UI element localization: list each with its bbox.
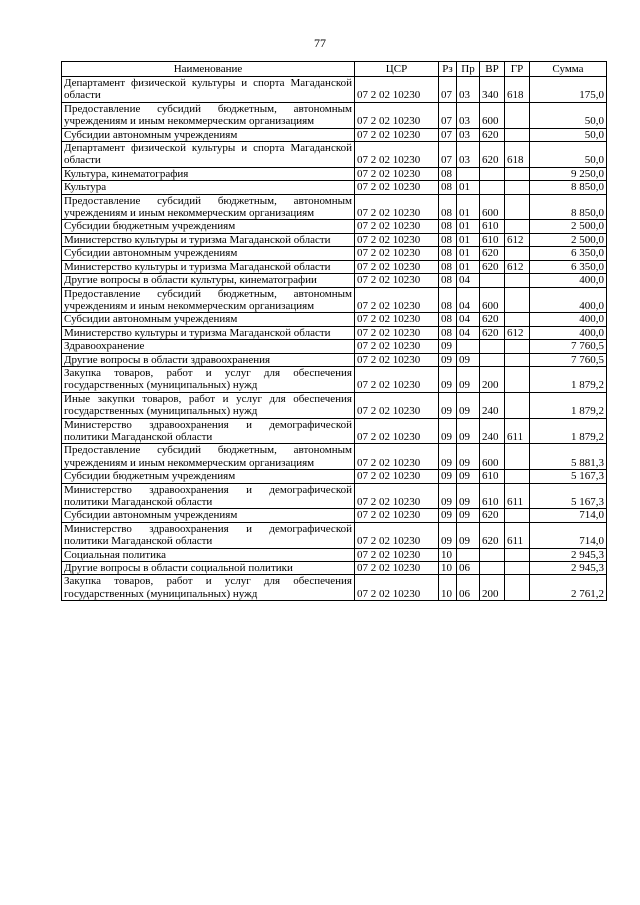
table-row bbox=[62, 562, 607, 575]
table-row bbox=[62, 366, 607, 392]
table-row bbox=[62, 418, 607, 444]
cell-pr: 03 bbox=[457, 128, 480, 141]
cell-vr bbox=[480, 562, 505, 575]
cell-vr: 610 bbox=[480, 483, 505, 509]
table-row bbox=[62, 444, 607, 470]
cell-pr: 09 bbox=[457, 522, 480, 548]
cell-rz: 07 bbox=[439, 102, 457, 128]
cell-vr: 620 bbox=[480, 247, 505, 260]
cell-gr bbox=[505, 181, 530, 194]
table-row bbox=[62, 220, 607, 233]
cell-gr bbox=[505, 340, 530, 353]
cell-sum: 2 500,0 bbox=[530, 220, 607, 233]
cell-vr: 620 bbox=[480, 509, 505, 522]
cell-rz: 07 bbox=[439, 142, 457, 168]
table-row bbox=[62, 470, 607, 483]
table-row bbox=[62, 260, 607, 273]
cell-name: Министерство здравоохранения и демографической политики Магаданской области bbox=[62, 418, 355, 444]
cell-name: Социальная политика bbox=[62, 548, 355, 561]
cell-pr: 09 bbox=[457, 353, 480, 366]
cell-sum: 5 167,3 bbox=[530, 470, 607, 483]
cell-sum: 400,0 bbox=[530, 287, 607, 313]
cell-sum: 2 945,3 bbox=[530, 548, 607, 561]
cell-name: Другие вопросы в области социальной политики bbox=[62, 562, 355, 575]
cell-vr: 240 bbox=[480, 418, 505, 444]
cell-sum: 400,0 bbox=[530, 326, 607, 339]
cell-pr: 01 bbox=[457, 220, 480, 233]
table-row bbox=[62, 392, 607, 418]
cell-rz: 10 bbox=[439, 575, 457, 601]
header-gr: ГР bbox=[505, 62, 530, 77]
cell-gr: 611 bbox=[505, 522, 530, 548]
cell-name: Министерство культуры и туризма Магаданской области bbox=[62, 326, 355, 339]
cell-csr: 07 2 02 10230 bbox=[355, 287, 439, 313]
cell-name: Субсидии автономным учреждениям bbox=[62, 247, 355, 260]
cell-sum: 50,0 bbox=[530, 142, 607, 168]
cell-pr: 01 bbox=[457, 247, 480, 260]
cell-gr bbox=[505, 575, 530, 601]
table-row bbox=[62, 247, 607, 260]
cell-name: Предоставление субсидий бюджетным, автономным учреждениям и иным некоммерческим организациям bbox=[62, 444, 355, 470]
cell-name: Здравоохранение bbox=[62, 340, 355, 353]
cell-vr bbox=[480, 340, 505, 353]
cell-rz: 09 bbox=[439, 470, 457, 483]
table-row bbox=[62, 522, 607, 548]
cell-gr: 612 bbox=[505, 233, 530, 246]
cell-csr: 07 2 02 10230 bbox=[355, 562, 439, 575]
cell-vr: 620 bbox=[480, 326, 505, 339]
cell-sum: 2 945,3 bbox=[530, 562, 607, 575]
cell-vr bbox=[480, 181, 505, 194]
cell-pr: 01 bbox=[457, 233, 480, 246]
cell-pr: 01 bbox=[457, 260, 480, 273]
cell-name: Предоставление субсидий бюджетным, автономным учреждениям и иным некоммерческим организациям bbox=[62, 102, 355, 128]
cell-sum: 7 760,5 bbox=[530, 340, 607, 353]
cell-csr: 07 2 02 10230 bbox=[355, 470, 439, 483]
cell-vr: 600 bbox=[480, 444, 505, 470]
header-sum: Сумма bbox=[530, 62, 607, 77]
cell-gr: 618 bbox=[505, 77, 530, 103]
cell-name: Субсидии автономным учреждениям bbox=[62, 313, 355, 326]
cell-rz: 09 bbox=[439, 509, 457, 522]
cell-vr: 240 bbox=[480, 392, 505, 418]
cell-gr bbox=[505, 247, 530, 260]
cell-rz: 09 bbox=[439, 418, 457, 444]
cell-vr: 600 bbox=[480, 194, 505, 220]
cell-vr: 600 bbox=[480, 102, 505, 128]
cell-rz: 10 bbox=[439, 562, 457, 575]
cell-rz: 09 bbox=[439, 483, 457, 509]
cell-rz: 08 bbox=[439, 326, 457, 339]
table-row bbox=[62, 287, 607, 313]
cell-gr bbox=[505, 548, 530, 561]
cell-name: Закупка товаров, работ и услуг для обеспечения государственных (муниципальных) нужд bbox=[62, 575, 355, 601]
cell-rz: 08 bbox=[439, 220, 457, 233]
cell-rz: 08 bbox=[439, 181, 457, 194]
cell-rz: 08 bbox=[439, 287, 457, 313]
cell-name: Предоставление субсидий бюджетным, автономным учреждениям и иным некоммерческим организациям bbox=[62, 194, 355, 220]
cell-name: Министерство здравоохранения и демографической политики Магаданской области bbox=[62, 483, 355, 509]
cell-pr: 03 bbox=[457, 77, 480, 103]
cell-csr: 07 2 02 10230 bbox=[355, 326, 439, 339]
cell-name: Субсидии автономным учреждениям bbox=[62, 509, 355, 522]
cell-pr bbox=[457, 340, 480, 353]
cell-vr: 620 bbox=[480, 522, 505, 548]
cell-vr: 620 bbox=[480, 313, 505, 326]
cell-sum: 175,0 bbox=[530, 77, 607, 103]
cell-rz: 09 bbox=[439, 444, 457, 470]
cell-gr bbox=[505, 313, 530, 326]
header-rz: Рз bbox=[439, 62, 457, 77]
cell-vr: 600 bbox=[480, 287, 505, 313]
cell-sum: 50,0 bbox=[530, 102, 607, 128]
cell-csr: 07 2 02 10230 bbox=[355, 575, 439, 601]
cell-pr: 03 bbox=[457, 142, 480, 168]
cell-sum: 1 879,2 bbox=[530, 418, 607, 444]
cell-gr bbox=[505, 392, 530, 418]
cell-pr: 04 bbox=[457, 274, 480, 287]
cell-gr bbox=[505, 194, 530, 220]
cell-csr: 07 2 02 10230 bbox=[355, 274, 439, 287]
cell-sum: 714,0 bbox=[530, 522, 607, 548]
page-number: 77 bbox=[314, 36, 326, 50]
budget-table bbox=[61, 61, 607, 601]
cell-rz: 07 bbox=[439, 77, 457, 103]
cell-csr: 07 2 02 10230 bbox=[355, 392, 439, 418]
cell-rz: 07 bbox=[439, 128, 457, 141]
cell-rz: 09 bbox=[439, 353, 457, 366]
cell-sum: 8 850,0 bbox=[530, 194, 607, 220]
cell-gr: 618 bbox=[505, 142, 530, 168]
cell-pr bbox=[457, 548, 480, 561]
cell-name: Предоставление субсидий бюджетным, автономным учреждениям и иным некоммерческим организациям bbox=[62, 287, 355, 313]
cell-sum: 400,0 bbox=[530, 313, 607, 326]
cell-gr bbox=[505, 287, 530, 313]
cell-pr: 09 bbox=[457, 366, 480, 392]
cell-gr bbox=[505, 167, 530, 180]
cell-sum: 1 879,2 bbox=[530, 392, 607, 418]
cell-csr: 07 2 02 10230 bbox=[355, 102, 439, 128]
cell-sum: 5 881,3 bbox=[530, 444, 607, 470]
cell-csr: 07 2 02 10230 bbox=[355, 220, 439, 233]
cell-rz: 09 bbox=[439, 366, 457, 392]
cell-vr bbox=[480, 167, 505, 180]
cell-vr: 340 bbox=[480, 77, 505, 103]
cell-rz: 08 bbox=[439, 194, 457, 220]
cell-rz: 09 bbox=[439, 392, 457, 418]
cell-rz: 08 bbox=[439, 247, 457, 260]
cell-vr: 610 bbox=[480, 470, 505, 483]
cell-csr: 07 2 02 10230 bbox=[355, 522, 439, 548]
cell-sum: 50,0 bbox=[530, 128, 607, 141]
cell-sum: 714,0 bbox=[530, 509, 607, 522]
cell-rz: 08 bbox=[439, 260, 457, 273]
cell-vr bbox=[480, 548, 505, 561]
cell-gr bbox=[505, 562, 530, 575]
cell-gr: 612 bbox=[505, 260, 530, 273]
cell-rz: 08 bbox=[439, 233, 457, 246]
cell-csr: 07 2 02 10230 bbox=[355, 418, 439, 444]
cell-name: Субсидии автономным учреждениям bbox=[62, 128, 355, 141]
cell-pr: 03 bbox=[457, 102, 480, 128]
cell-vr: 620 bbox=[480, 128, 505, 141]
cell-rz: 08 bbox=[439, 313, 457, 326]
cell-csr: 07 2 02 10230 bbox=[355, 233, 439, 246]
cell-sum: 1 879,2 bbox=[530, 366, 607, 392]
cell-pr: 04 bbox=[457, 287, 480, 313]
table-row bbox=[62, 142, 607, 168]
cell-gr bbox=[505, 102, 530, 128]
table-row bbox=[62, 181, 607, 194]
cell-rz: 08 bbox=[439, 274, 457, 287]
cell-gr bbox=[505, 274, 530, 287]
cell-name: Департамент физической культуры и спорта Магаданской области bbox=[62, 77, 355, 103]
cell-csr: 07 2 02 10230 bbox=[355, 167, 439, 180]
cell-name: Министерство культуры и туризма Магаданской области bbox=[62, 233, 355, 246]
cell-sum: 2 761,2 bbox=[530, 575, 607, 601]
cell-vr: 610 bbox=[480, 220, 505, 233]
cell-name: Культура bbox=[62, 181, 355, 194]
table-row bbox=[62, 340, 607, 353]
cell-name: Субсидии бюджетным учреждениям bbox=[62, 470, 355, 483]
cell-pr: 04 bbox=[457, 326, 480, 339]
table-row bbox=[62, 326, 607, 339]
cell-pr: 01 bbox=[457, 194, 480, 220]
cell-name: Другие вопросы в области здравоохранения bbox=[62, 353, 355, 366]
cell-name: Министерство культуры и туризма Магаданской области bbox=[62, 260, 355, 273]
cell-csr: 07 2 02 10230 bbox=[355, 548, 439, 561]
cell-rz: 08 bbox=[439, 167, 457, 180]
cell-gr bbox=[505, 509, 530, 522]
cell-vr: 200 bbox=[480, 366, 505, 392]
cell-vr: 620 bbox=[480, 260, 505, 273]
cell-pr: 09 bbox=[457, 418, 480, 444]
cell-csr: 07 2 02 10230 bbox=[355, 260, 439, 273]
cell-pr: 01 bbox=[457, 181, 480, 194]
table-row bbox=[62, 274, 607, 287]
header-pr: Пр bbox=[457, 62, 480, 77]
cell-pr: 06 bbox=[457, 562, 480, 575]
cell-gr bbox=[505, 366, 530, 392]
table-row bbox=[62, 128, 607, 141]
cell-csr: 07 2 02 10230 bbox=[355, 77, 439, 103]
cell-gr: 611 bbox=[505, 418, 530, 444]
header-csr: ЦСР bbox=[355, 62, 439, 77]
cell-pr: 09 bbox=[457, 509, 480, 522]
cell-sum: 5 167,3 bbox=[530, 483, 607, 509]
cell-csr: 07 2 02 10230 bbox=[355, 142, 439, 168]
cell-csr: 07 2 02 10230 bbox=[355, 128, 439, 141]
table-row bbox=[62, 194, 607, 220]
cell-sum: 8 850,0 bbox=[530, 181, 607, 194]
cell-sum: 2 500,0 bbox=[530, 233, 607, 246]
table-row bbox=[62, 233, 607, 246]
cell-csr: 07 2 02 10230 bbox=[355, 340, 439, 353]
cell-gr: 611 bbox=[505, 483, 530, 509]
cell-sum: 9 250,0 bbox=[530, 167, 607, 180]
cell-gr: 612 bbox=[505, 326, 530, 339]
table-row bbox=[62, 509, 607, 522]
cell-sum: 7 760,5 bbox=[530, 353, 607, 366]
cell-name: Иные закупки товаров, работ и услуг для обеспечения государственных (муниципальных) нужд bbox=[62, 392, 355, 418]
table-row bbox=[62, 353, 607, 366]
cell-sum: 6 350,0 bbox=[530, 260, 607, 273]
cell-vr: 200 bbox=[480, 575, 505, 601]
cell-name: Закупка товаров, работ и услуг для обеспечения государственных (муниципальных) нужд bbox=[62, 366, 355, 392]
header-vr: ВР bbox=[480, 62, 505, 77]
cell-csr: 07 2 02 10230 bbox=[355, 483, 439, 509]
cell-rz: 09 bbox=[439, 340, 457, 353]
cell-csr: 07 2 02 10230 bbox=[355, 353, 439, 366]
header-name: Наименование bbox=[62, 62, 355, 77]
table-row bbox=[62, 483, 607, 509]
cell-gr bbox=[505, 220, 530, 233]
cell-vr bbox=[480, 274, 505, 287]
cell-rz: 10 bbox=[439, 548, 457, 561]
cell-sum: 6 350,0 bbox=[530, 247, 607, 260]
cell-gr bbox=[505, 470, 530, 483]
cell-name: Министерство здравоохранения и демографической политики Магаданской области bbox=[62, 522, 355, 548]
cell-name: Культура, кинематография bbox=[62, 167, 355, 180]
cell-csr: 07 2 02 10230 bbox=[355, 313, 439, 326]
cell-vr: 620 bbox=[480, 142, 505, 168]
cell-csr: 07 2 02 10230 bbox=[355, 444, 439, 470]
table-row bbox=[62, 548, 607, 561]
cell-csr: 07 2 02 10230 bbox=[355, 181, 439, 194]
cell-vr bbox=[480, 353, 505, 366]
cell-pr bbox=[457, 167, 480, 180]
cell-pr: 09 bbox=[457, 392, 480, 418]
cell-csr: 07 2 02 10230 bbox=[355, 366, 439, 392]
cell-name: Субсидии бюджетным учреждениям bbox=[62, 220, 355, 233]
cell-sum: 400,0 bbox=[530, 274, 607, 287]
cell-vr: 610 bbox=[480, 233, 505, 246]
cell-csr: 07 2 02 10230 bbox=[355, 247, 439, 260]
cell-pr: 06 bbox=[457, 575, 480, 601]
cell-csr: 07 2 02 10230 bbox=[355, 509, 439, 522]
cell-name: Департамент физической культуры и спорта Магаданской области bbox=[62, 142, 355, 168]
cell-csr: 07 2 02 10230 bbox=[355, 194, 439, 220]
table-row bbox=[62, 167, 607, 180]
cell-pr: 09 bbox=[457, 483, 480, 509]
cell-name: Другие вопросы в области культуры, кинематографии bbox=[62, 274, 355, 287]
cell-gr bbox=[505, 353, 530, 366]
cell-rz: 09 bbox=[439, 522, 457, 548]
table-row bbox=[62, 77, 607, 103]
cell-pr: 09 bbox=[457, 470, 480, 483]
cell-gr bbox=[505, 444, 530, 470]
cell-pr: 09 bbox=[457, 444, 480, 470]
table-row bbox=[62, 102, 607, 128]
table-row bbox=[62, 313, 607, 326]
header-row bbox=[62, 62, 607, 77]
table-row bbox=[62, 575, 607, 601]
cell-gr bbox=[505, 128, 530, 141]
cell-pr: 04 bbox=[457, 313, 480, 326]
